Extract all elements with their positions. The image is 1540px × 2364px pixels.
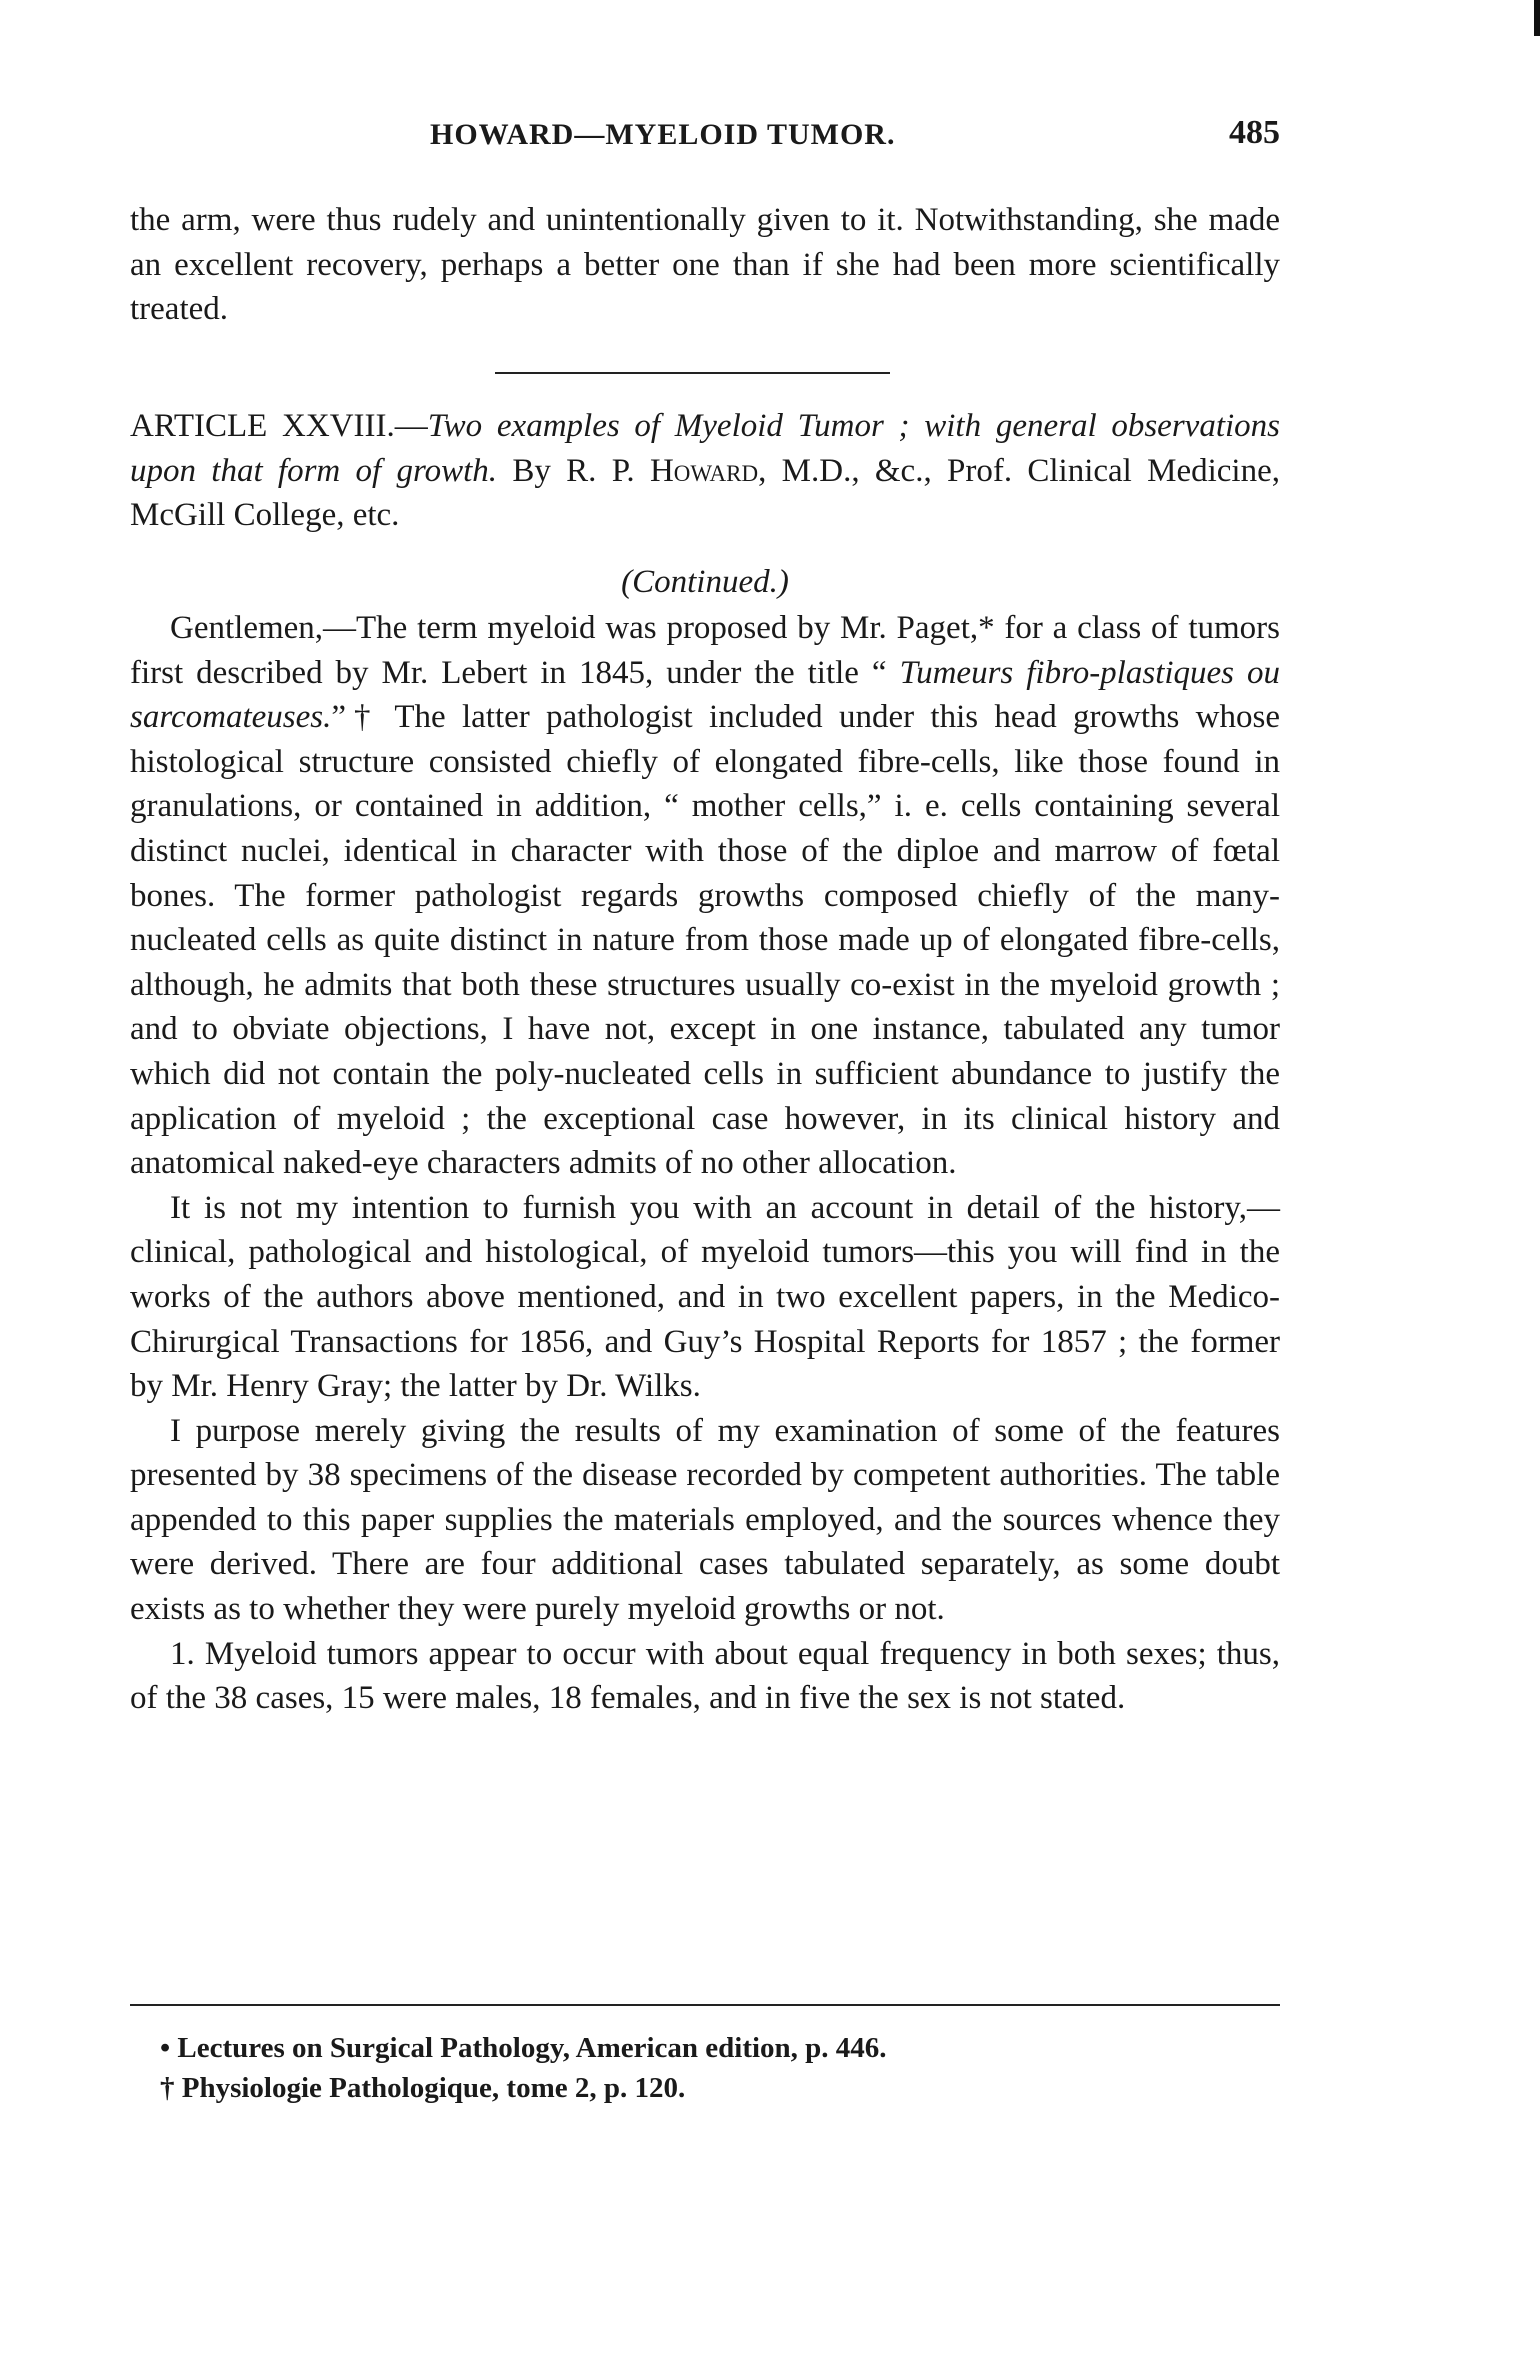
paragraph-text: It is not my intention to furnish you with an account in detail of the history,—clinical, pathological and histological, of myeloid tumors—this you will find in the works of the authors above mentioned, and in two excellent papers, in the Medico-Chirurgical Transactions for 1856, and Guy’s Hospital Reports for 1857 ; the former by Mr. Henry Gray; the latter by Dr. Wilks. (130, 1189, 1280, 1405)
footnotes (160, 2028, 1260, 2108)
article-by: By R. P. (497, 452, 650, 489)
paragraph-text: Gentlemen,—The term myeloid was proposed by Mr. Paget,* for a class of tumors first described by Mr. Lebert in 1845, under the title “ (130, 610, 1280, 691)
article-author: Howard (649, 452, 759, 489)
article-title: Two examples of Myeloid Tumor ; with general observations upon that form of growth. (130, 408, 1280, 489)
article-label: ARTICLE XXVIII.— (130, 408, 428, 444)
article-heading (130, 404, 1280, 538)
body-paragraph (130, 1409, 1280, 1632)
body-paragraph (130, 1632, 1280, 1721)
paragraph-text: I purpose merely giving the results of my examination of some of the features presented by 38 specimens of the disease recorded by competent authorities. The table appended to this paper supplies the materials employed, and the sources whence they were derived. There are four additional cases tabulated separately, as some doubt exists as to whether they were purely myeloid growths or not. (130, 1412, 1280, 1628)
italic-phrase: Tumeurs fibro-plastiques ou sarcomateuses. (130, 654, 1280, 736)
article-title-line (130, 404, 1280, 538)
continuation-text: the arm, were thus rudely and unintentionally given to it. Notwithstanding, she made an excellent recovery, perhaps a better one than if she had been more scientifically treated. (130, 202, 1280, 328)
section-divider (495, 372, 890, 374)
continued-note: (Continued.) (621, 564, 789, 600)
page-number: 485 (1229, 114, 1280, 151)
article-body (130, 606, 1280, 1721)
footnote: † Physiologie Pathologique, tome 2, p. 120. (160, 2072, 686, 2104)
body-paragraph (130, 1186, 1280, 1409)
running-head (130, 114, 1280, 158)
paragraph-text: 1. Myeloid tumors appear to occur with about equal frequency in both sexes; thus, of the 38 cases, 15 were males, 18 females, and in five the sex is not stated. (130, 1635, 1280, 1717)
article-credentials: , M.D., &c., Prof. Clinical Medicine, McGill College, etc. (130, 452, 1280, 534)
footnote: • Lectures on Surgical Pathology, American edition, p. 446. (160, 2032, 887, 2064)
page-edge-mark (1534, 0, 1540, 36)
continuation-paragraph (130, 198, 1280, 332)
footnote-divider (130, 2004, 1280, 2006)
running-title: HOWARD—MYELOID TUMOR. (430, 118, 896, 151)
body-paragraph (130, 606, 1280, 1186)
paragraph-text: ”† The latter pathologist included under this head growths whose histological structure consisted chiefly of elongated fibre-cells, like those found in granulations, or contained in addition, “ mother cells,” i. e. cells containing several distinct nuclei, identical in character with those of the diploe and marrow of fœtal bones. The former pathologist regards growths composed chiefly of the many-nucleated cells as quite distinct in nature from those made up of elongated fibre-cells, although, he admits that both these structures usually co-exist in the myeloid growth ; and to obviate objections, I have not, except in one instance, tabulated any tumor which did not contain the poly-nucleated cells in sufficient abundance to justify the application of myeloid ; the exceptional case however, in its clinical history and anatomical naked-eye characters admits of no other allocation. (130, 699, 1280, 1182)
